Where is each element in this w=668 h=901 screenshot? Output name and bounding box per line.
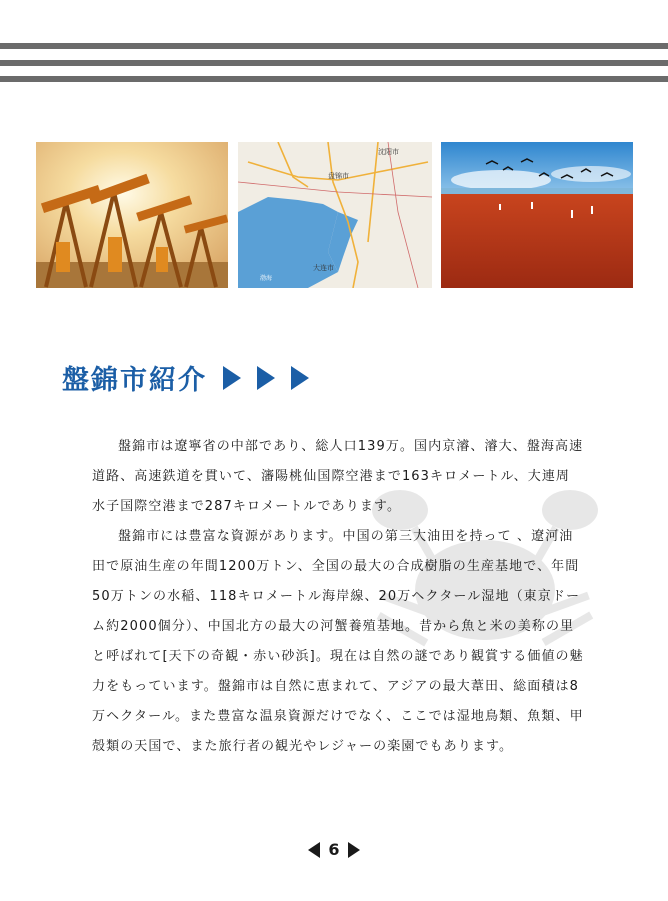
red-beach-cranes-photo <box>441 142 633 288</box>
header-rule-1 <box>0 43 668 49</box>
map-label-shenyang: 沈阳市 <box>378 148 399 156</box>
paragraph: 盤錦市は遼寧省の中部であり、総人口139万。国内京濬、濬大、盤海高速道路、高速鉄道を貫いて、瀋陽桃仙国際空港まで163キロメートル、大連周水子国際空港まで287キロメートルであります。 <box>92 439 584 514</box>
map-label-dalian: 大连市 <box>313 264 334 272</box>
pager <box>0 840 668 859</box>
page-title: 盤錦市紹介 <box>62 365 207 396</box>
panjin-map-image <box>238 142 432 288</box>
map-label-panjin: 盘锦市 <box>328 172 349 180</box>
next-page-icon[interactable] <box>348 842 360 858</box>
play-arrow-icon <box>257 366 275 390</box>
oil-pumpjacks-photo <box>36 142 228 288</box>
play-arrow-icon <box>291 366 309 390</box>
header-rule-2 <box>0 60 668 66</box>
paragraph: 盤錦市には豊富な資源があります。中国の第三大油田を持って 、遼河油田で原油生産の年間1200万トン、全国の最大の合成樹脂の生産基地で、年間50万トンの水稲、118キロメートル海岸線、20万ヘクタール湿地（東京ドーム約2000個分）、中国北方の最大の河蟹養殖基地。昔から魚と米の美称の里と呼ばれて[天下の奇観・赤い砂浜]。現在は自然の謎であり観賞する価値の魅力をもっています。盤錦市は自然に恵まれて、アジアの最大葦田、総面積は8万ヘクタール。また豊富な温泉資源だけでなく、ここでは湿地鳥類、魚類、甲殻類の天国で、また旅行者の観光やレジャーの楽園でもあります。 <box>92 529 584 754</box>
section-heading <box>62 358 317 397</box>
prev-page-icon[interactable] <box>308 842 320 858</box>
body-text <box>92 432 584 762</box>
page-number: 6 <box>328 840 340 859</box>
play-arrow-icon <box>223 366 241 390</box>
header-rule-3 <box>0 76 668 82</box>
map-label-sea: 渤海 <box>260 275 273 282</box>
